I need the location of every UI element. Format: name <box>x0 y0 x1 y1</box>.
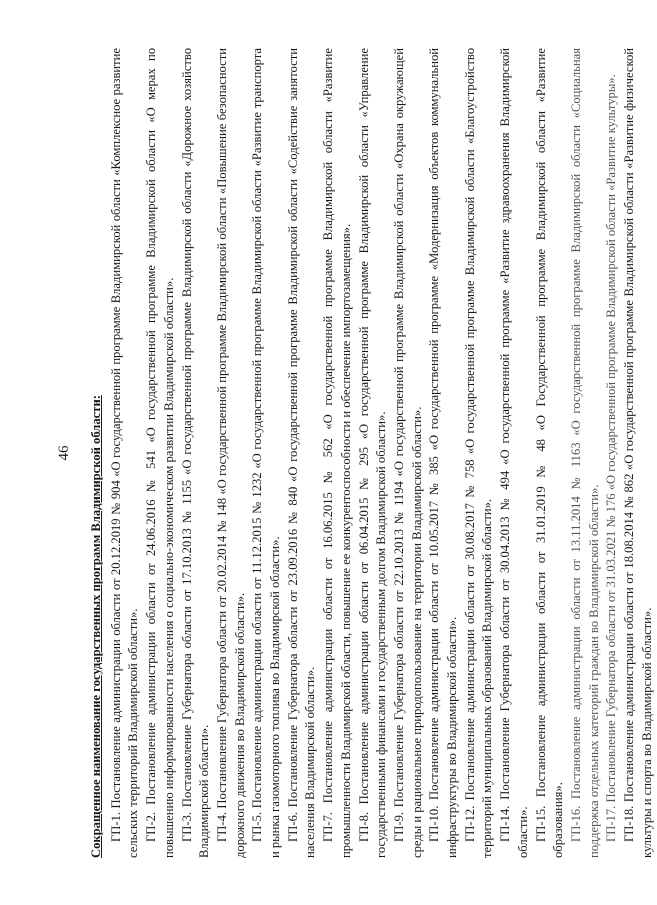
program-entry-gp1: ГП-1. Постановление администрации области от 20.12.2019 № 904 «О государственной программе Владимирской области «Комплексное развитие сельских территорий Владимирской области». <box>108 48 141 858</box>
program-entry-gp6: ГП-6. Постановление Губернатора области от 23.09.2016 № 840 «О государственной программе Владимирской области «Содействие занятости населения Владимирской области». <box>285 48 318 858</box>
section-heading: Сокращенное наименование государственных программ Владимирской области: <box>89 395 103 858</box>
program-entry-gp8: ГП-8. Постановление администрации области от 06.04.2015 № 295 «О государственной программе Владимирской области «Управление государственными финансами и государственным долгом Владимирской области». <box>356 48 389 858</box>
program-entry-gp18: ГП-18. Постановление администрации области от 18.08.2014 № 862 «О государственной программе Владимирской области «Развитие физической культуры и спорта во Владимирской области». <box>622 48 654 858</box>
program-entry-gp5: ГП-5. Постановление администрации области от 11.12.2015 № 1232 «О государственной программе Владимирской области «Развитие транспорта и рынка газомоторного топлива во Владимирской области». <box>250 48 283 858</box>
document-body <box>88 48 657 858</box>
program-entry-gp15: ГП-15. Постановление администрации области от 31.01.2019 № 48 «О Государственной программе Владимирской области «Развитие образования». <box>533 48 566 858</box>
program-entry-gp9: ГП-9. Постановление Губернатора области от 22.10.2013 № 1194 «О государственной программе Владимирской области «Охрана окружающей среды и рациональное природопользование на территории Владимирской области». <box>391 48 424 858</box>
program-entry-gp10: ГП-10. Постановление администрации области от 10.05.2017 № 385 «О государственной программе «Модернизация объектов коммунальной инфраструктуры во Владимирской области». <box>427 48 460 858</box>
program-entry-gp17: ГП-17. Постановление Губернатора области от 31.03.2021 № 176 «О государственной программе Владимирской области «Развитие культуры». <box>604 74 619 842</box>
rotated-page <box>48 48 654 858</box>
program-entry-gp14: ГП-14. Постановление Губернатора области от 30.04.2013 № 494 «О государственной программе «Развитие здравоохранения Владимирской области». <box>498 48 530 858</box>
program-entry-gp7: ГП-7. Постановление администрации области от 16.06.2015 № 562 «О государственной программе Владимирской области «Развитие промышленности Владимирской области, повышение ее конкурентоспособности и обеспечение импортозамещения». <box>321 48 353 858</box>
program-entry-gp16: ГП-16. Постановление администрации области от 13.11.2014 № 1163 «О государственной программе Владимирской области «Социальная поддержка отдельных категорий граждан во Владимирской области». <box>568 48 601 858</box>
page-number: 46 <box>56 445 72 461</box>
program-entry-gp2: ГП-2. Постановление администрации области от 24.06.2016 № 541 «О государственной программе Владимирской области «О мерах по повышению информированности населения о социально-экономическом развитии Владимирской области». <box>144 48 176 858</box>
program-entry-gp3: ГП-3. Постановление Губернатора области от 17.10.2013 № 1155 «О государственной программе Владимирской области «Дорожное хозяйство Владимирской области». <box>179 48 212 858</box>
program-entry-gp4: ГП-4. Постановление Губернатора области от 20.02.2014 № 148 «О государственной программе Владимирской области «Повышение безопасности дорожного движения во Владимирской области». <box>214 48 247 858</box>
program-entry-gp12: ГП-12. Постановление администрации области от 30.08.2017 № 758 «О государственной программе Владимирской области «Благоустройство территорий муниципальных образований Владимирской области». <box>462 48 495 858</box>
